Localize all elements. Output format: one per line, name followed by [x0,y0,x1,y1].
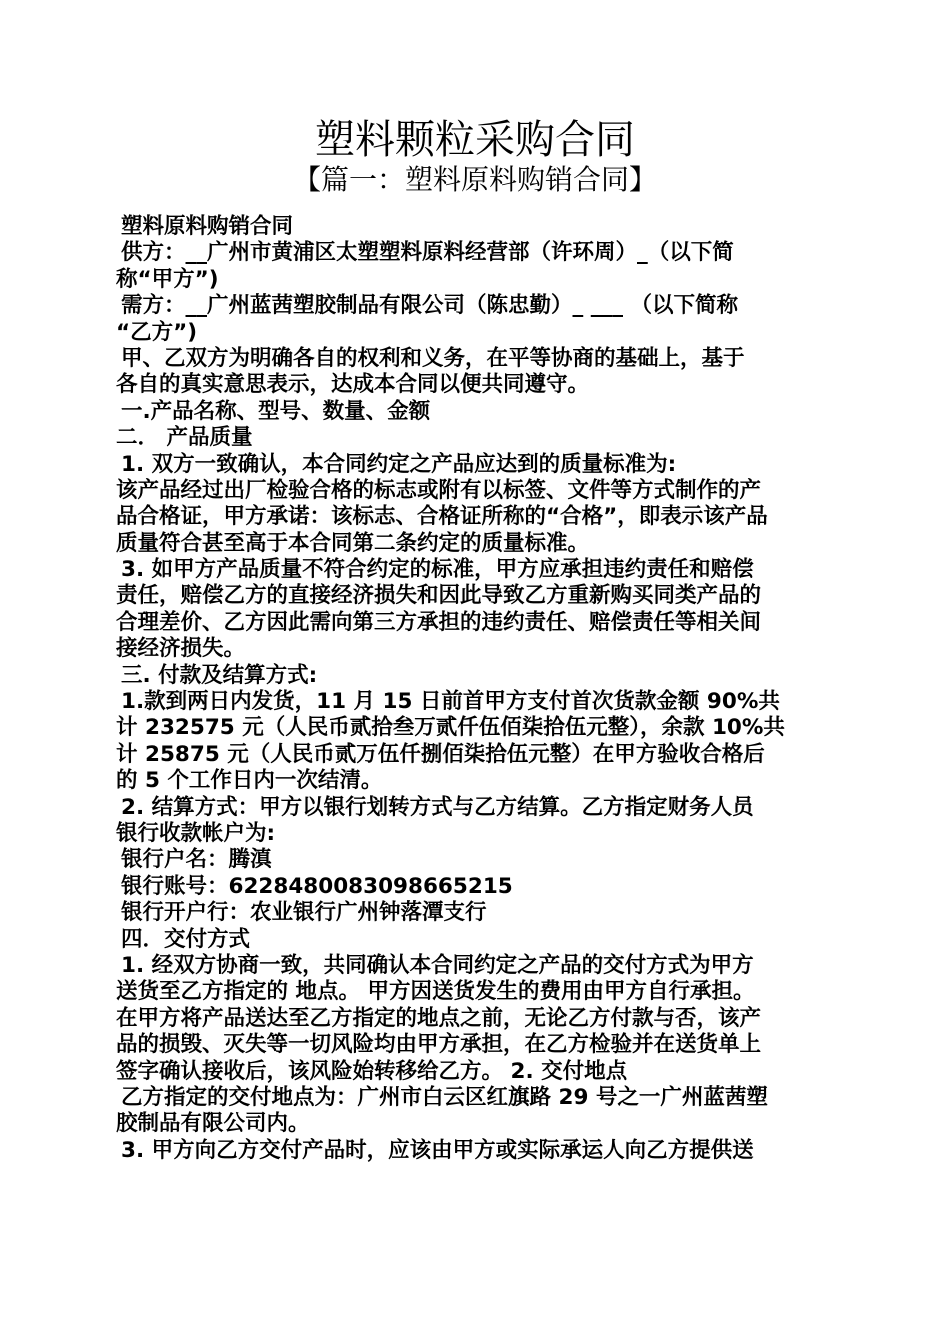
section-heading: 塑料原料购销合同 [121,214,294,239]
contract-body [116,214,836,1164]
document-subtitle: 【篇一：塑料原料购销合同】 [292,163,657,196]
text-line: 1.款到两日内发货，11 月 15 日前首甲方支付首次货款金额 90%共 [121,689,780,715]
text-line: 品合格证，甲方承诺：该标志、合格证所称的“合格”，即表示该产品 [116,504,768,530]
text-line: 计 232575 元（人民币贰拾叁万贰仟伍佰柒拾伍元整），余款 10%共 [116,715,785,741]
text-line: 银行收款帐户为: [116,820,276,846]
bank-account-name: 银行户名：腾滇 [121,847,272,873]
section-heading: 四．交付方式 [121,926,251,952]
bank-account-number: 银行账号：6228480083098665215 [121,873,513,899]
text-line: 乙方指定的交付地点为：广州市白云区红旗路 29 号之一广州蓝茜塑 [121,1084,768,1110]
text-line: 计 25875 元（人民币贰万伍仟捌佰柒拾伍元整）在甲方验收合格后 [116,741,765,767]
text-line: 胶制品有限公司内。 [116,1111,310,1137]
text-line: 该产品经过出厂检验合格的标志或附有以标签、文件等方式制作的产 [116,477,762,503]
text-line: 责任，赔偿乙方的直接经济损失和因此导致乙方重新购买同类产品的 [116,583,762,609]
text-line: 的 5 个工作日内一次结清。 [116,768,383,794]
section-heading: 一.产品名称、型号、数量、金额 [121,398,431,424]
bank-branch: 银行开户行：农业银行广州钟落潭支行 [121,900,487,926]
text-line: 接经济损失。 [116,636,246,662]
text-line: 3. 甲方向乙方交付产品时，应该由甲方或实际承运人向乙方提供送 [121,1137,754,1163]
text-line: “乙方”) [116,319,198,345]
text-line: 称“甲方”) [116,266,219,292]
text-line: 甲、乙双方为明确各自的权利和义务，在平等协商的基础上，基于 [121,345,745,371]
text-line: 需方：__广州蓝茜塑胶制品有限公司（陈忠勤）_ ___ （以下简称 [121,293,738,319]
text-line: 品的损毁、灭失等一切风险均由甲方承担，在乙方检验并在送货单上 [116,1032,762,1058]
text-line: 签字确认接收后，该风险始转移给乙方。 2. 交付地点 [116,1058,628,1084]
text-line: 1. 经双方协商一致，共同确认本合同约定之产品的交付方式为甲方 [121,952,754,978]
document-title: 塑料颗粒采购合同 [315,117,635,163]
text-line: 送货至乙方指定的 地点。 甲方因送货发生的费用由甲方自行承担。 [116,979,755,1005]
text-line: 2. 结算方式：甲方以银行划转方式与乙方结算。乙方指定财务人员 [121,794,754,820]
section-heading: 二． 产品质量 [116,425,253,451]
text-line: 1. 双方一致确认，本合同约定之产品应达到的质量标准为: [121,451,677,477]
text-line: 供方：__广州市黄浦区太塑塑料原料经营部（许环周）_（以下简 [121,240,734,266]
text-line: 各自的真实意思表示，达成本合同以便共同遵守。 [116,372,590,398]
text-line: 合理差价、乙方因此需向第三方承担的违约责任、赔偿责任等相关间 [116,609,762,635]
text-line: 质量符合甚至高于本合同第二条约定的质量标准。 [116,530,590,556]
section-heading: 三. 付款及结算方式: [121,662,318,688]
text-line: 3. 如甲方产品质量不符合约定的标准，甲方应承担违约责任和赔偿 [121,557,754,583]
text-line: 在甲方将产品送达至乙方指定的地点之前，无论乙方付款与否，该产 [116,1005,762,1031]
